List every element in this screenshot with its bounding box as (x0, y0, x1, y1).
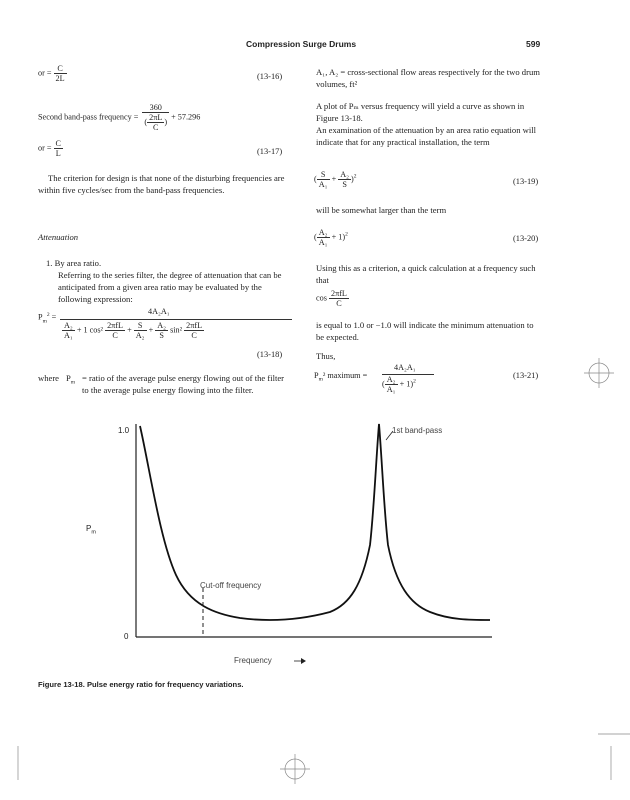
cos-expression: cos $\frac{\text{2πfL}}{C}$ (316, 289, 347, 308)
cutoff-label: Cut-off frequency (200, 581, 262, 590)
equation-13-17: or = $\frac{C}{L}$ (38, 139, 62, 158)
where-symbol: $P_m$ (66, 373, 76, 386)
equation-number: (13-19) (513, 177, 539, 186)
criterion-paragraph: The criterion for design is that none of the disturbing frequencies are within five cycles/sec from the band-pass frequencies. (38, 173, 285, 195)
y-tick-zero: 0 (124, 632, 129, 641)
equal-paragraph: is equal to 1.0 or −1.0 will indicate the minimum attenuation to be expected. (316, 320, 534, 342)
equation-13-16: or = $\frac{C}{2L}$ (38, 64, 65, 83)
equation-number: (13-18) (257, 350, 283, 359)
equation-number: (13-17) (257, 147, 283, 156)
peak-label: 1st band-pass (392, 426, 443, 435)
running-title: Compression Surge Drums (246, 39, 357, 49)
page-number: 599 (526, 39, 541, 49)
list-item-body: Referring to the series filter, the degree of attenuation that can be anticipated from a given area ratio may be evaluated by the following expression: (58, 270, 282, 304)
examination-paragraph: An examination of the attenuation by an area ratio equation will indicate that for any practical installation, the term (316, 125, 537, 147)
list-item-title: 1. By area ratio. (46, 258, 102, 268)
thus-text: Thus, (316, 351, 336, 361)
equation-13-19: ( $\frac{S}{\text{A₁}}$ + $\frac{\text{A₂}}{S}$ )$^2$ (314, 170, 357, 189)
where-label: where (38, 373, 59, 383)
second-band-pass-equation: Second band-pass frequency = 360 ( $\frac{2\pi L}{C}$ ) + 57.296 (38, 103, 201, 132)
y-tick-top: 1.0 (118, 426, 130, 435)
using-paragraph: Using this as a criterion, a quick calculation at a frequency such that (316, 263, 536, 285)
equation-number: (13-16) (257, 72, 283, 81)
equation-13-20: ( $\frac{\text{A₂}}{\text{A₁}}$ + 1)$^2$ (314, 228, 348, 247)
x-axis-label: Frequency (234, 656, 272, 665)
y-axis-label: $P_m$ (86, 524, 96, 536)
where-definition: = ratio of the average pulse energy flowing out of the filter to the average pulse energy flowing into the filter. (82, 373, 285, 395)
plot-paragraph: A plot of Pₘ versus frequency will yield a curve as shown in Figure 13-18. (316, 101, 525, 123)
equation-number: (13-20) (513, 234, 539, 243)
section-heading: Attenuation (38, 232, 79, 242)
figure-caption: Figure 13-18. Pulse energy ratio for frequency variations. (38, 680, 244, 689)
larger-text: will be somewhat larger than the term (316, 205, 447, 215)
equation-number: (13-21) (513, 371, 539, 380)
area-definition: A₁, A₂ = cross-sectional flow areas respectively for the two drum volumes, ft² (316, 67, 540, 89)
